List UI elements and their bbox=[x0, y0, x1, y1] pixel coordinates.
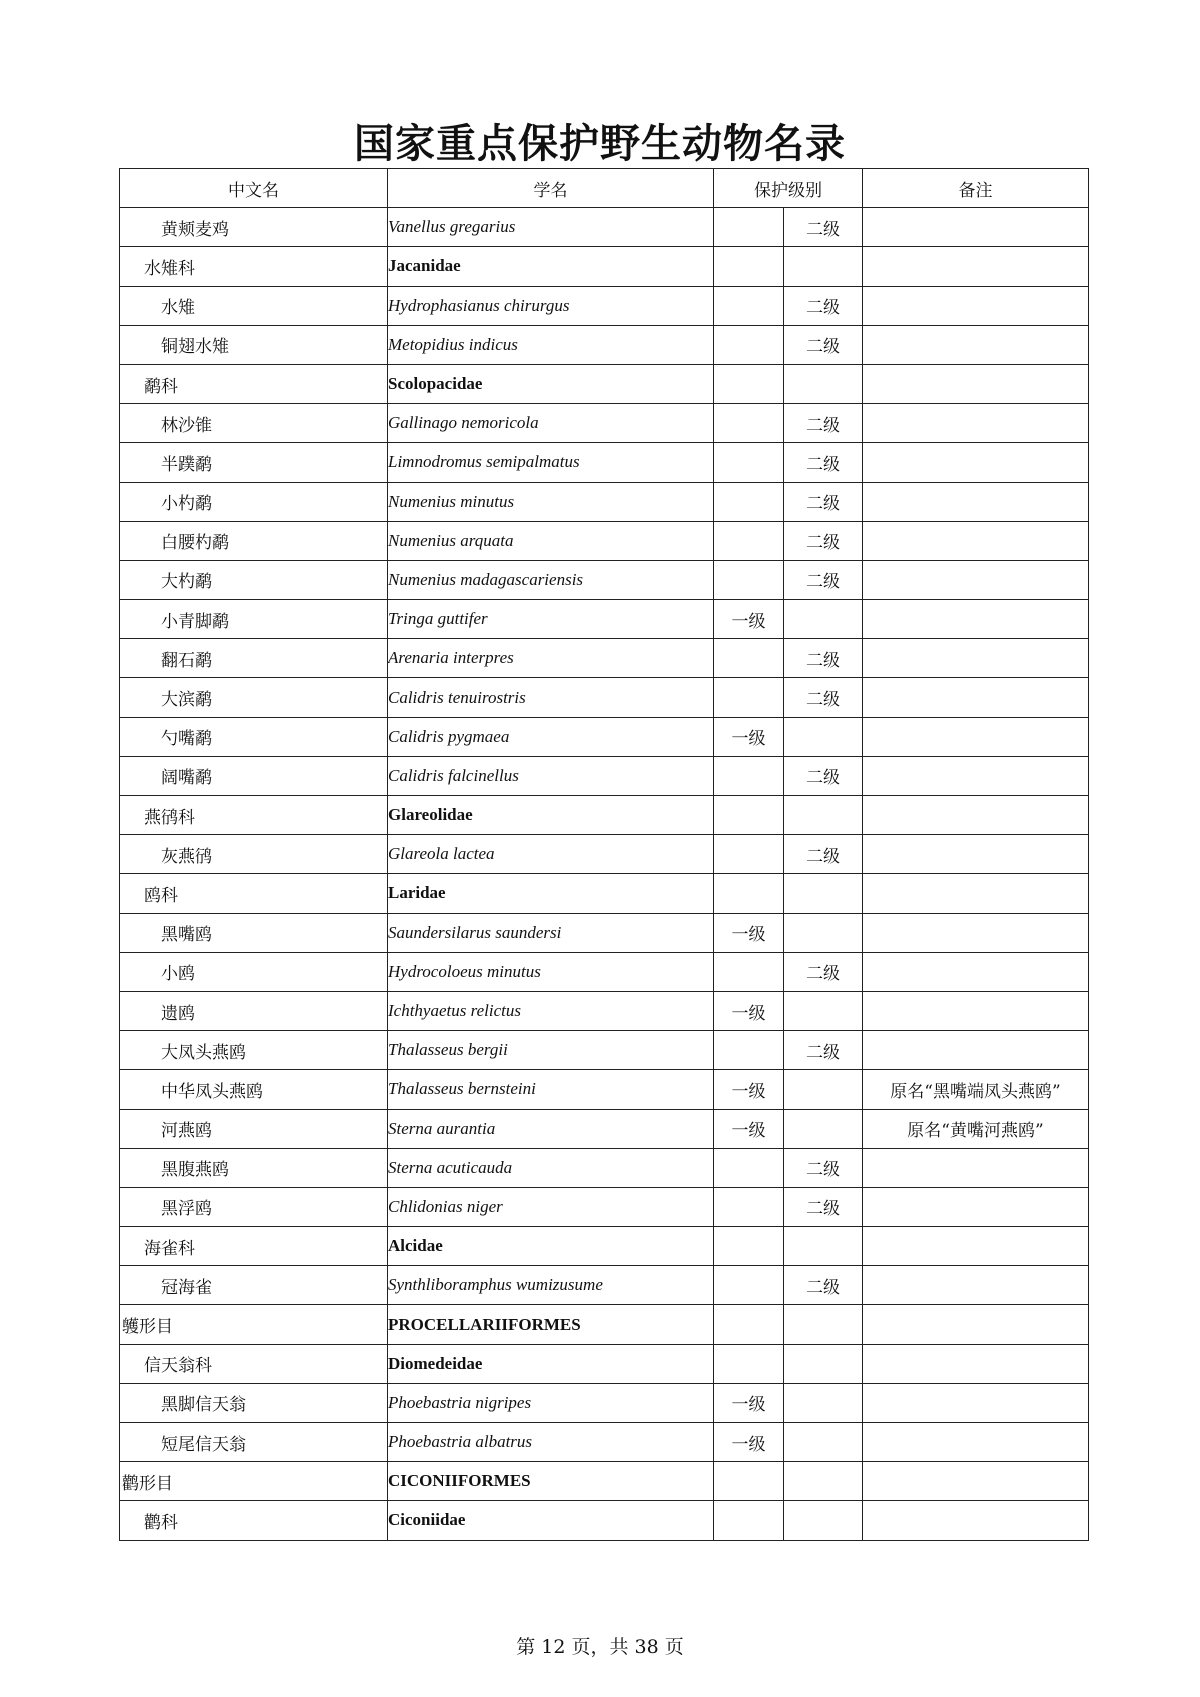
scientific-name-cell: Numenius madagascariensis bbox=[388, 560, 714, 599]
note-cell bbox=[863, 1501, 1089, 1540]
note-cell bbox=[863, 286, 1089, 325]
level-2-cell: 二级 bbox=[784, 952, 863, 991]
note-cell bbox=[863, 521, 1089, 560]
level-1-cell bbox=[714, 874, 784, 913]
table-row bbox=[120, 1305, 1089, 1344]
table-row bbox=[120, 835, 1089, 874]
level-2-cell bbox=[784, 1383, 863, 1422]
level-1-cell bbox=[714, 325, 784, 364]
level-1-cell bbox=[714, 1266, 784, 1305]
note-cell bbox=[863, 1344, 1089, 1383]
level-2-cell: 二级 bbox=[784, 639, 863, 678]
scientific-name-cell: Metopidius indicus bbox=[388, 325, 714, 364]
level-2-cell: 二级 bbox=[784, 1266, 863, 1305]
chinese-name-cell: 翻石鹬 bbox=[120, 639, 388, 678]
level-1-cell: 一级 bbox=[714, 717, 784, 756]
note-cell bbox=[863, 1148, 1089, 1187]
scientific-name-cell: Phoebastria albatrus bbox=[388, 1423, 714, 1462]
table-row bbox=[120, 717, 1089, 756]
note-cell bbox=[863, 247, 1089, 286]
note-cell bbox=[863, 1227, 1089, 1266]
scientific-name-cell: Jacanidae bbox=[388, 247, 714, 286]
note-cell bbox=[863, 482, 1089, 521]
table-row bbox=[120, 1227, 1089, 1266]
note-cell bbox=[863, 208, 1089, 247]
table-row bbox=[120, 521, 1089, 560]
level-2-cell: 二级 bbox=[784, 208, 863, 247]
table-row bbox=[120, 874, 1089, 913]
scientific-name-cell: Glareola lactea bbox=[388, 835, 714, 874]
table-row bbox=[120, 286, 1089, 325]
level-1-cell bbox=[714, 364, 784, 403]
level-1-cell: 一级 bbox=[714, 1383, 784, 1422]
level-1-cell bbox=[714, 443, 784, 482]
level-2-cell: 二级 bbox=[784, 1148, 863, 1187]
level-1-cell bbox=[714, 1187, 784, 1226]
note-cell bbox=[863, 443, 1089, 482]
chinese-name-cell: 铜翅水雉 bbox=[120, 325, 388, 364]
table-row bbox=[120, 364, 1089, 403]
level-1-cell bbox=[714, 1031, 784, 1070]
level-1-cell: 一级 bbox=[714, 600, 784, 639]
table-row bbox=[120, 1109, 1089, 1148]
note-cell bbox=[863, 717, 1089, 756]
level-1-cell bbox=[714, 1148, 784, 1187]
level-1-cell: 一级 bbox=[714, 1423, 784, 1462]
scientific-name-cell: Ichthyaetus relictus bbox=[388, 991, 714, 1030]
note-cell bbox=[863, 1462, 1089, 1501]
scientific-name-cell: Scolopacidae bbox=[388, 364, 714, 403]
level-1-cell bbox=[714, 678, 784, 717]
level-1-cell bbox=[714, 952, 784, 991]
level-1-cell: 一级 bbox=[714, 913, 784, 952]
scientific-name-cell: Diomedeidae bbox=[388, 1344, 714, 1383]
level-2-cell bbox=[784, 874, 863, 913]
note-cell bbox=[863, 404, 1089, 443]
chinese-name-cell: 水雉科 bbox=[120, 247, 388, 286]
header-protection-level: 保护级别 bbox=[714, 169, 863, 208]
level-2-cell: 二级 bbox=[784, 325, 863, 364]
level-2-cell: 二级 bbox=[784, 482, 863, 521]
level-2-cell: 二级 bbox=[784, 1187, 863, 1226]
scientific-name-cell: Calidris tenuirostris bbox=[388, 678, 714, 717]
note-cell bbox=[863, 600, 1089, 639]
note-cell bbox=[863, 1305, 1089, 1344]
level-2-cell bbox=[784, 1227, 863, 1266]
scientific-name-cell: Synthliboramphus wumizusume bbox=[388, 1266, 714, 1305]
chinese-name-cell: 小杓鹬 bbox=[120, 482, 388, 521]
table-row bbox=[120, 952, 1089, 991]
scientific-name-cell: Laridae bbox=[388, 874, 714, 913]
header-scientific-name: 学名 bbox=[388, 169, 714, 208]
level-1-cell bbox=[714, 286, 784, 325]
scientific-name-cell: Calidris falcinellus bbox=[388, 756, 714, 795]
level-1-cell bbox=[714, 208, 784, 247]
scientific-name-cell: Vanellus gregarius bbox=[388, 208, 714, 247]
scientific-name-cell: Ciconiidae bbox=[388, 1501, 714, 1540]
scientific-name-cell: Chlidonias niger bbox=[388, 1187, 714, 1226]
chinese-name-cell: 短尾信天翁 bbox=[120, 1423, 388, 1462]
level-2-cell: 二级 bbox=[784, 1031, 863, 1070]
note-cell bbox=[863, 835, 1089, 874]
note-cell bbox=[863, 796, 1089, 835]
scientific-name-cell: Hydrophasianus chirurgus bbox=[388, 286, 714, 325]
scientific-name-cell: CICONIIFORMES bbox=[388, 1462, 714, 1501]
table-row bbox=[120, 1383, 1089, 1422]
scientific-name-cell: Calidris pygmaea bbox=[388, 717, 714, 756]
level-1-cell bbox=[714, 796, 784, 835]
table-row bbox=[120, 796, 1089, 835]
level-1-cell: 一级 bbox=[714, 1070, 784, 1109]
chinese-name-cell: 小鸥 bbox=[120, 952, 388, 991]
note-cell bbox=[863, 913, 1089, 952]
level-2-cell bbox=[784, 991, 863, 1030]
note-cell bbox=[863, 991, 1089, 1030]
level-1-cell bbox=[714, 1344, 784, 1383]
level-2-cell bbox=[784, 717, 863, 756]
chinese-name-cell: 水雉 bbox=[120, 286, 388, 325]
level-2-cell bbox=[784, 1423, 863, 1462]
level-2-cell: 二级 bbox=[784, 521, 863, 560]
level-2-cell bbox=[784, 364, 863, 403]
chinese-name-cell: 信天翁科 bbox=[120, 1344, 388, 1383]
chinese-name-cell: 勺嘴鹬 bbox=[120, 717, 388, 756]
level-2-cell: 二级 bbox=[784, 286, 863, 325]
chinese-name-cell: 鹳形目 bbox=[120, 1462, 388, 1501]
scientific-name-cell: Alcidae bbox=[388, 1227, 714, 1266]
note-cell bbox=[863, 325, 1089, 364]
level-1-cell bbox=[714, 1501, 784, 1540]
level-2-cell: 二级 bbox=[784, 835, 863, 874]
note-cell bbox=[863, 1187, 1089, 1226]
scientific-name-cell: Limnodromus semipalmatus bbox=[388, 443, 714, 482]
chinese-name-cell: 黑浮鸥 bbox=[120, 1187, 388, 1226]
table-row bbox=[120, 560, 1089, 599]
level-1-cell bbox=[714, 482, 784, 521]
level-2-cell bbox=[784, 247, 863, 286]
table-body bbox=[120, 208, 1089, 1540]
level-2-cell: 二级 bbox=[784, 756, 863, 795]
level-1-cell bbox=[714, 1305, 784, 1344]
table-row bbox=[120, 1423, 1089, 1462]
scientific-name-cell: Arenaria interpres bbox=[388, 639, 714, 678]
chinese-name-cell: 黑脚信天翁 bbox=[120, 1383, 388, 1422]
table-row bbox=[120, 1462, 1089, 1501]
chinese-name-cell: 燕鸻科 bbox=[120, 796, 388, 835]
table-row bbox=[120, 443, 1089, 482]
level-1-cell bbox=[714, 1462, 784, 1501]
chinese-name-cell: 冠海雀 bbox=[120, 1266, 388, 1305]
level-1-cell bbox=[714, 639, 784, 678]
chinese-name-cell: 黑腹燕鸥 bbox=[120, 1148, 388, 1187]
note-cell: 原名“黑嘴端凤头燕鸥” bbox=[863, 1070, 1089, 1109]
table-row bbox=[120, 247, 1089, 286]
scientific-name-cell: Thalasseus bernsteini bbox=[388, 1070, 714, 1109]
scientific-name-cell: Phoebastria nigripes bbox=[388, 1383, 714, 1422]
note-cell bbox=[863, 1031, 1089, 1070]
level-1-cell bbox=[714, 404, 784, 443]
scientific-name-cell: Numenius arquata bbox=[388, 521, 714, 560]
level-2-cell: 二级 bbox=[784, 404, 863, 443]
scientific-name-cell: Glareolidae bbox=[388, 796, 714, 835]
scientific-name-cell: Gallinago nemoricola bbox=[388, 404, 714, 443]
note-cell bbox=[863, 1383, 1089, 1422]
table-row bbox=[120, 678, 1089, 717]
chinese-name-cell: 大杓鹬 bbox=[120, 560, 388, 599]
chinese-name-cell: 白腰杓鹬 bbox=[120, 521, 388, 560]
table-row bbox=[120, 1148, 1089, 1187]
level-1-cell bbox=[714, 247, 784, 286]
table-row bbox=[120, 325, 1089, 364]
chinese-name-cell: 灰燕鸻 bbox=[120, 835, 388, 874]
chinese-name-cell: 海雀科 bbox=[120, 1227, 388, 1266]
level-1-cell: 一级 bbox=[714, 1109, 784, 1148]
chinese-name-cell: 黄颊麦鸡 bbox=[120, 208, 388, 247]
level-2-cell bbox=[784, 1501, 863, 1540]
level-1-cell bbox=[714, 521, 784, 560]
table-row bbox=[120, 913, 1089, 952]
note-cell bbox=[863, 756, 1089, 795]
table-row bbox=[120, 1501, 1089, 1540]
table-header-row bbox=[120, 169, 1089, 208]
level-2-cell bbox=[784, 1344, 863, 1383]
level-2-cell bbox=[784, 600, 863, 639]
scientific-name-cell: Saundersilarus saundersi bbox=[388, 913, 714, 952]
level-1-cell: 一级 bbox=[714, 991, 784, 1030]
chinese-name-cell: 鹳科 bbox=[120, 1501, 388, 1540]
level-2-cell bbox=[784, 1109, 863, 1148]
level-2-cell bbox=[784, 1462, 863, 1501]
level-2-cell bbox=[784, 1070, 863, 1109]
protected-species-table bbox=[119, 168, 1089, 1541]
note-cell bbox=[863, 678, 1089, 717]
table-row bbox=[120, 600, 1089, 639]
table-row bbox=[120, 1344, 1089, 1383]
table-row bbox=[120, 1031, 1089, 1070]
chinese-name-cell: 大滨鹬 bbox=[120, 678, 388, 717]
note-cell: 原名“黄嘴河燕鸥” bbox=[863, 1109, 1089, 1148]
chinese-name-cell: 大凤头燕鸥 bbox=[120, 1031, 388, 1070]
chinese-name-cell: 小青脚鹬 bbox=[120, 600, 388, 639]
page-title: 国家重点保护野生动物名录 bbox=[354, 120, 846, 167]
scientific-name-cell: Tringa guttifer bbox=[388, 600, 714, 639]
table-row bbox=[120, 208, 1089, 247]
header-chinese-name: 中文名 bbox=[120, 169, 388, 208]
table-row bbox=[120, 1266, 1089, 1305]
table-row bbox=[120, 1187, 1089, 1226]
table-row bbox=[120, 482, 1089, 521]
scientific-name-cell: Sterna aurantia bbox=[388, 1109, 714, 1148]
header-note: 备注 bbox=[863, 169, 1089, 208]
table-row bbox=[120, 404, 1089, 443]
level-2-cell bbox=[784, 796, 863, 835]
level-2-cell: 二级 bbox=[784, 678, 863, 717]
page-footer: 第 12 页，共 38 页 bbox=[516, 1636, 684, 1658]
note-cell bbox=[863, 952, 1089, 991]
chinese-name-cell: 鹬科 bbox=[120, 364, 388, 403]
chinese-name-cell: 鸥科 bbox=[120, 874, 388, 913]
chinese-name-cell: 遗鸥 bbox=[120, 991, 388, 1030]
level-2-cell bbox=[784, 1305, 863, 1344]
chinese-name-cell: 黑嘴鸥 bbox=[120, 913, 388, 952]
level-1-cell bbox=[714, 835, 784, 874]
note-cell bbox=[863, 639, 1089, 678]
note-cell bbox=[863, 364, 1089, 403]
level-1-cell bbox=[714, 756, 784, 795]
chinese-name-cell: 中华凤头燕鸥 bbox=[120, 1070, 388, 1109]
scientific-name-cell: Thalasseus bergii bbox=[388, 1031, 714, 1070]
level-1-cell bbox=[714, 1227, 784, 1266]
table-row bbox=[120, 756, 1089, 795]
chinese-name-cell: 鹱形目 bbox=[120, 1305, 388, 1344]
table-row bbox=[120, 991, 1089, 1030]
chinese-name-cell: 林沙锥 bbox=[120, 404, 388, 443]
table-row bbox=[120, 1070, 1089, 1109]
level-2-cell: 二级 bbox=[784, 560, 863, 599]
scientific-name-cell: PROCELLARIIFORMES bbox=[388, 1305, 714, 1344]
chinese-name-cell: 阔嘴鹬 bbox=[120, 756, 388, 795]
level-2-cell: 二级 bbox=[784, 443, 863, 482]
scientific-name-cell: Sterna acuticauda bbox=[388, 1148, 714, 1187]
scientific-name-cell: Hydrocoloeus minutus bbox=[388, 952, 714, 991]
chinese-name-cell: 半蹼鹬 bbox=[120, 443, 388, 482]
table-row bbox=[120, 639, 1089, 678]
note-cell bbox=[863, 874, 1089, 913]
level-1-cell bbox=[714, 560, 784, 599]
scientific-name-cell: Numenius minutus bbox=[388, 482, 714, 521]
note-cell bbox=[863, 1423, 1089, 1462]
level-2-cell bbox=[784, 913, 863, 952]
note-cell bbox=[863, 560, 1089, 599]
note-cell bbox=[863, 1266, 1089, 1305]
chinese-name-cell: 河燕鸥 bbox=[120, 1109, 388, 1148]
